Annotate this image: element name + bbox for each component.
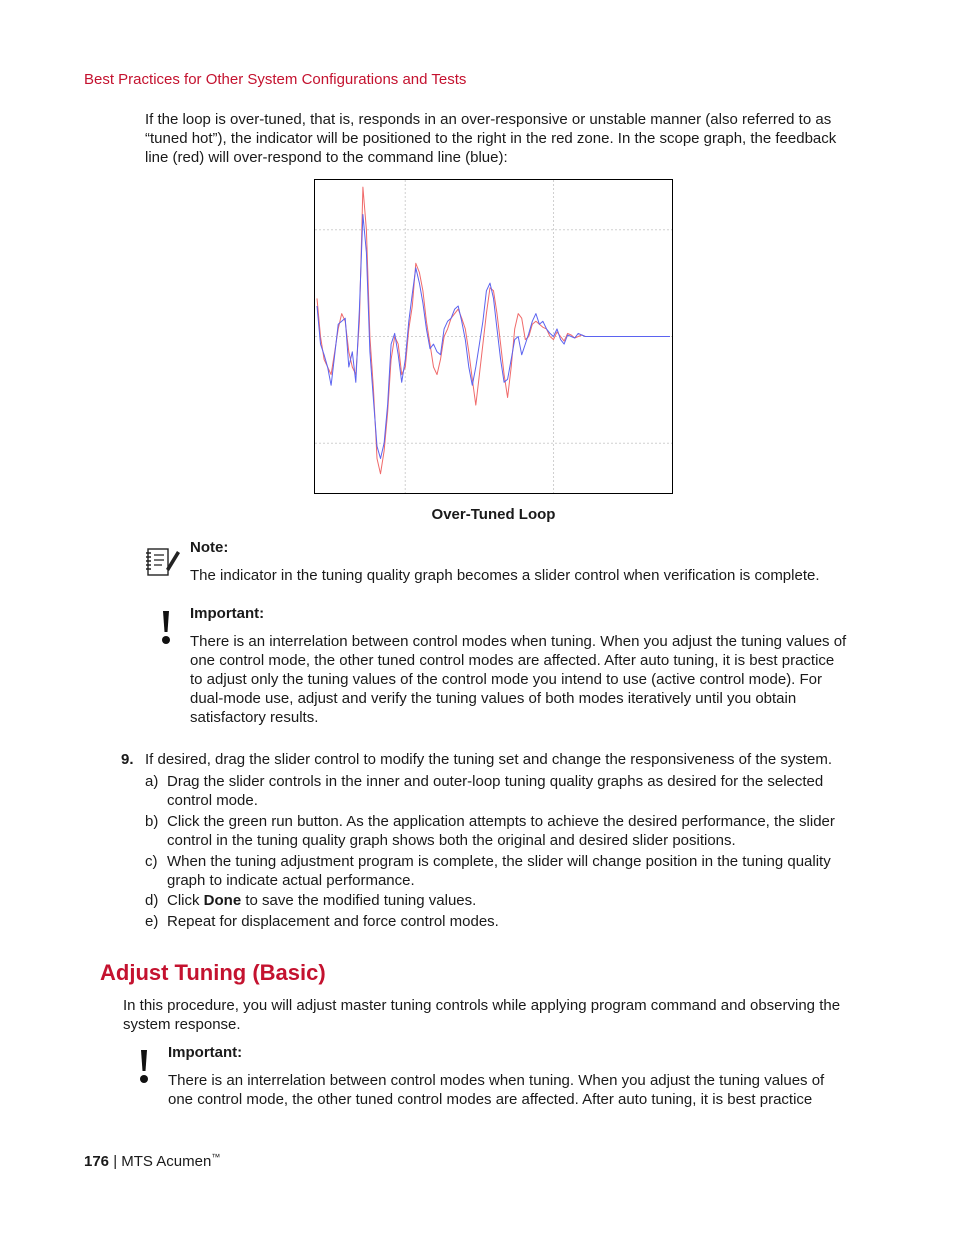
substep-text <box>167 891 847 910</box>
scope-graph <box>315 180 672 493</box>
exclamation-icon <box>159 610 173 646</box>
substep-letter: e) <box>145 913 159 930</box>
note-pad-icon <box>144 543 180 579</box>
substep-text-after: to save the modified tuning values. <box>241 892 477 909</box>
substep-letter: b) <box>145 813 159 830</box>
series-lines <box>317 187 670 474</box>
section-intro: In this procedure, you will adjust master tuning controls while applying program command and observing the system response. <box>123 997 841 1033</box>
substep-letter: c) <box>145 853 158 870</box>
running-header: Best Practices for Other System Configurations and Tests <box>84 71 467 88</box>
section-heading: Adjust Tuning (Basic) <box>100 960 326 985</box>
substep-text-before: Click <box>167 892 204 909</box>
important-title: Important: <box>190 605 265 622</box>
substep-letter: d) <box>145 892 159 909</box>
substep-text: Repeat for displacement and force control modes. <box>167 913 499 930</box>
trademark-mark: ™ <box>211 1152 221 1162</box>
substep-text: When the tuning adjustment program is complete, the slider will change position in the tuning quality graph to indicate actual performance. <box>167 853 831 889</box>
substep-text: Drag the slider controls in the inner and outer-loop tuning quality graphs as desired for the selected control mode. <box>167 773 824 809</box>
important-title: Important: <box>168 1044 243 1061</box>
exclamation-icon <box>137 1049 151 1085</box>
step-number: 9. <box>121 751 134 768</box>
note-text: The indicator in the tuning quality graph becomes a slider control when verification is complete. <box>190 567 820 584</box>
substep-letter: a) <box>145 773 159 790</box>
page-footer <box>84 1148 220 1171</box>
substep-text: Click the green run button. As the application attempts to achieve the desired performance, the slider control in the tuning quality graph shows both the original and desired slider positions. <box>167 813 835 849</box>
figure-caption: Over-Tuned Loop <box>431 506 556 523</box>
product-name: MTS Acumen <box>121 1153 212 1170</box>
feedback-line <box>317 187 670 474</box>
important-text: There is an interrelation between control modes when tuning. When you adjust the tuning values of one control mode, the other tuned control modes are affected. After auto tuning, it is best practice <box>168 1072 825 1108</box>
scope-graph-figure <box>314 179 673 494</box>
intro-paragraph: If the loop is over-tuned, that is, responds in an over-responsive or unstable manner (also referred to as “tuned hot”), the indicator will be positioned to the right in the red zone. In the scope graph, the feedback line (red) will over-respond to the command line (blue): <box>145 111 837 166</box>
page-number: 176 <box>84 1153 110 1170</box>
footer-separator: | <box>109 1153 122 1170</box>
important-text: There is an interrelation between control modes when tuning. When you adjust the tuning values of one control mode, the other tuned control modes are affected. After auto tuning, it is best practice to adjust only the tuning values of the control mode you intend to use (active control mode). For dual-mode use, adjust and verify the tuning values of both modes iteratively until you obtain satisfactory results. <box>190 633 847 726</box>
note-title: Note: <box>190 539 229 556</box>
done-label: Done <box>203 892 242 909</box>
step-text: If desired, drag the slider control to modify the tuning set and change the responsiveness of the system. <box>145 751 833 768</box>
